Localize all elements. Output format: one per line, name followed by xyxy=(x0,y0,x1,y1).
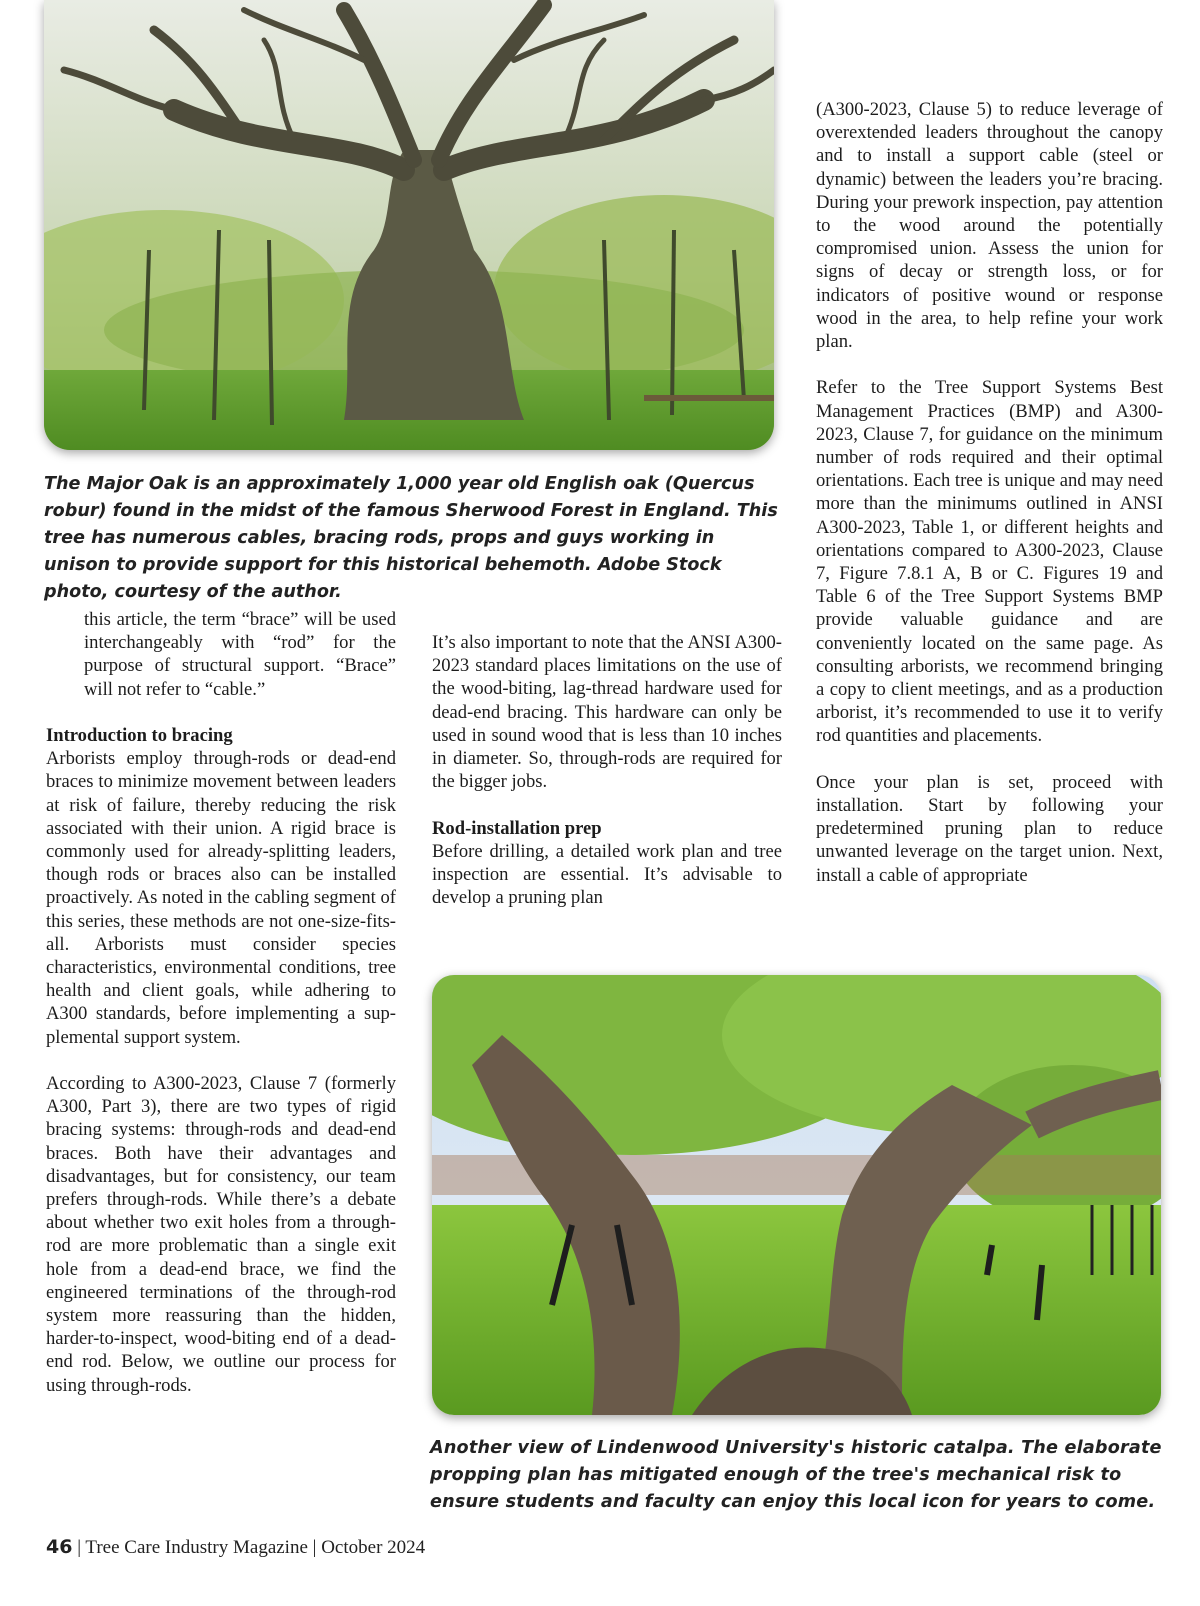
major-oak-image xyxy=(44,0,774,450)
bmp-paragraph: Refer to the Tree Support Systems Best Management Practices (BMP) and A300-2023, Clause 7, for guidance on the minimum number of rods required and their optimal orientations. Each tree is unique and may need more than the minimums outlined in ANSI A300-2023, Table 1, or different heights and orientations compared to A300-2023, Clause 7, Figure 7.8.1 A, B or C. Figures 19 and Table 6 of the Tree Support Systems BMP provide valuable guidance and are conveniently located on the same page. As consulting arborists, we recommend bringing a copy to client meetings, and as a production arborist, it’s recommended to use it to verify rod quantities and placements. xyxy=(816,377,1163,747)
pruning-paragraph: (A300-2023, Clause 5) to reduce leverage of overextended leaders throughout the canopy and to install a support cable (steel or dynamic) between the leaders you’re bracing. During your prework inspection, pay attention to the wood around the potentially compromised union. Assess the union for signs of decay or strength loss, or for indicators of positive wound or response wood in the area, to help refine your work plan. xyxy=(816,99,1163,353)
prep-paragraph: Before drilling, a detailed work plan and tree inspection are essential. It’s advisable to develop a pruning plan xyxy=(432,840,782,909)
lead-in-paragraph: this article, the term “brace” will be used interchangeably with “rod” for the purpose of structural support. “Brace” will not refer to “cable.” xyxy=(84,609,396,700)
installation-paragraph: Once your plan is set, proceed with installation. Start by following your predetermined pruning plan to reduce unwanted leverage on the target union. Next, install a cable of appropriate xyxy=(816,771,1163,886)
prep-heading: Rod-installation prep xyxy=(432,817,602,839)
page-number: 46 xyxy=(46,1536,73,1558)
intro-heading: Introduction to bracing xyxy=(46,725,233,746)
article-column-1 xyxy=(46,608,396,1397)
article-column-3 xyxy=(816,98,1163,887)
article-column-2 xyxy=(432,631,782,909)
hardware-paragraph: It’s also important to note that the ANSI A300-2023 standard places limitations on the use of the wood-biting, lag-thread hardware used for dead-end bracing. This hardware can only be used in sound wood that is less than 10 inches in diameter. So, through-rods are required for the bigger jobs. xyxy=(432,632,782,793)
page-footer xyxy=(46,1536,425,1559)
publication-info: | Tree Care Industry Magazine | October 2024 xyxy=(77,1537,426,1558)
intro-paragraph-2: According to A300-2023, Clause 7 (formerly A300, Part 3), there are two types of rigid bracing systems: through-rods and dead-end braces. Both have their advantages and disadvantages, but for consistency, our team prefers through-rods. While there’s a debate about whether two exit holes from a through-rod are more problematic than a single exit hole from a dead-end brace, we find the engineered terminations of the through-rod system more reassuring than the hidden, harder-to-inspect, wood-biting end of a dead-end rod. Below, we outline our process for using through-rods. xyxy=(46,1073,396,1396)
intro-paragraph-1: Arborists employ through-rods or dead-end braces to minimize movement between leaders at risk of failure, thereby reducing the risk associated with their union. A rigid brace is commonly used for already-splitting leaders, though rods or braces also can be installed proactively. As noted in the cabling segment of this series, these methods are not one-size-fits-all. Arborists must consider species characteristics, environmental conditions, tree health and client goals, while adhering to A300 standards, before implementing a supplemental support system. xyxy=(46,748,396,1048)
catalpa-photo xyxy=(432,975,1161,1415)
catalpa-image xyxy=(432,975,1161,1415)
major-oak-caption: The Major Oak is an approximately 1,000 year old English oak (Quercus robur) found in the midst of the famous Sherwood Forest in England. This tree has numerous cables, bracing rods, props and guys working in unison to provide support for this historical behemoth. Adobe Stock photo, courtesy of the author. xyxy=(44,474,778,602)
catalpa-caption: Another view of Lindenwood University's historic catalpa. The elaborate propping plan has mitigated enough of the tree's mechanical risk to ensure students and faculty can enjoy this local icon for years to come. xyxy=(430,1438,1162,1512)
major-oak-photo xyxy=(44,0,774,450)
